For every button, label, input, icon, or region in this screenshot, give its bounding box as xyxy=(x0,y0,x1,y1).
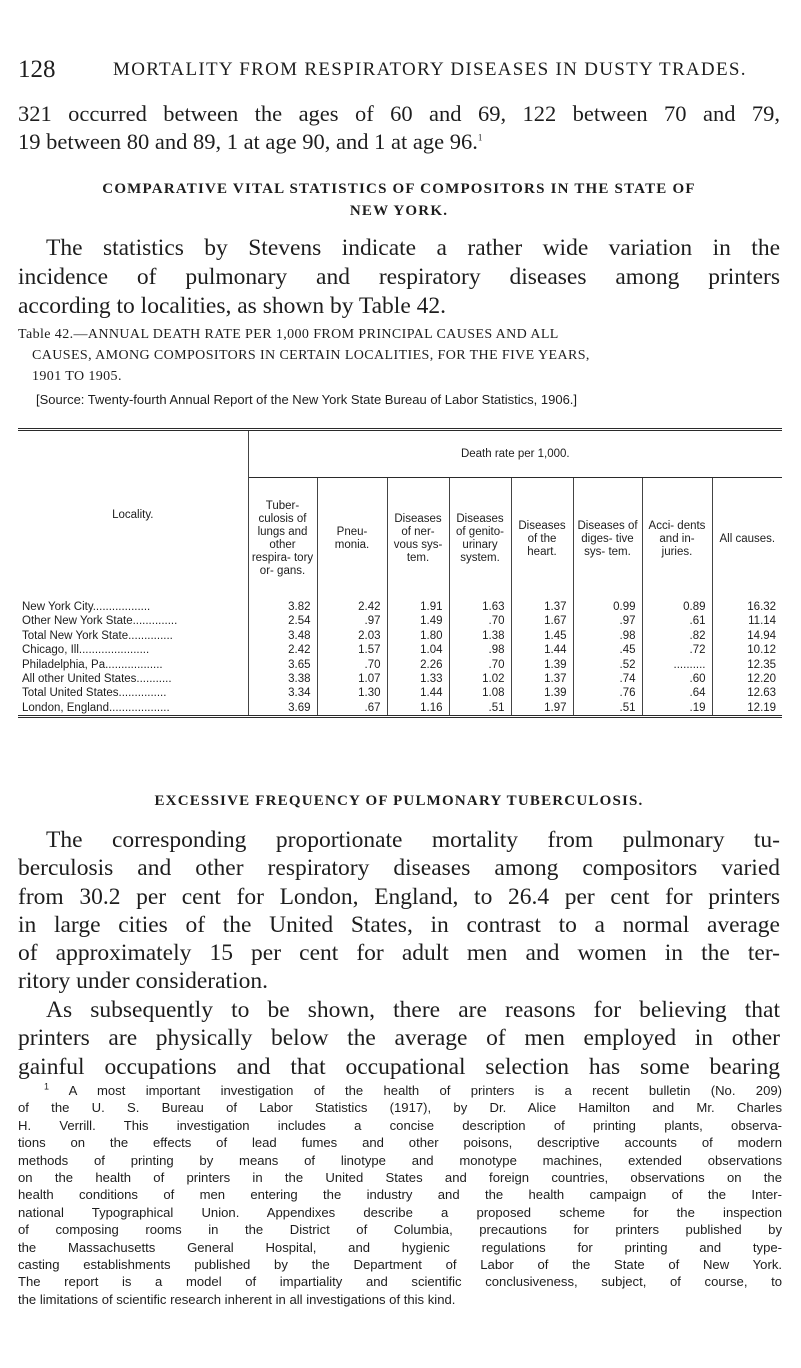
cell-nervous: 1.44 xyxy=(387,686,449,700)
cell-digestive: .97 xyxy=(573,614,642,628)
column-group-header: Death rate per 1,000. xyxy=(248,430,782,478)
table-row xyxy=(18,600,782,614)
cell-all-causes: 11.14 xyxy=(712,614,782,628)
cell-heart: 1.39 xyxy=(511,686,573,700)
table-group-header-row xyxy=(18,430,782,478)
footnote-line: casting establishments published by the Department of Labor of the State of New York. xyxy=(18,1257,782,1273)
cell-pneumonia: .70 xyxy=(317,658,387,672)
paragraph-line: of approximately 15 per cent for adult men and women in the ter- xyxy=(18,940,780,967)
cell-tuberculosis: 3.82 xyxy=(248,600,317,614)
section2-paragraph-1 xyxy=(18,826,780,996)
cell-nervous: 1.33 xyxy=(387,672,449,686)
cell-pneumonia: 2.42 xyxy=(317,600,387,614)
intro-paragraph xyxy=(18,100,780,156)
cell-tuberculosis: 3.69 xyxy=(248,701,317,717)
paragraph-line: gainful occupations and that occupational selection has some bearing xyxy=(18,1053,780,1080)
cell-nervous: 1.80 xyxy=(387,629,449,643)
footnote-line: H. Verrill. This investigation includes a concise description of printing plants, observa- xyxy=(18,1117,782,1133)
paragraph-line: The statistics by Stevens indicate a rather wide variation in the xyxy=(46,235,780,261)
cell-pneumonia: 1.57 xyxy=(317,643,387,657)
cell-accidents: .82 xyxy=(642,629,712,643)
cell-nervous: 1.91 xyxy=(387,600,449,614)
cell-all-causes: 12.20 xyxy=(712,672,782,686)
paragraph-line: berculosis and other respiratory diseases among compositors varied xyxy=(18,855,780,882)
cell-heart: 1.67 xyxy=(511,614,573,628)
death-rate-table xyxy=(18,428,782,718)
cell-all-causes: 12.63 xyxy=(712,686,782,700)
paragraph-line: ritory under consideration. xyxy=(18,968,268,995)
cell-accidents: .61 xyxy=(642,614,712,628)
column-header-locality: Locality. xyxy=(18,430,248,601)
footnote-line: national Typographical Union. Appendixes describe a proposed scheme for the inspection xyxy=(18,1204,782,1220)
cell-accidents: .......... xyxy=(642,658,712,672)
cell-genitourinary: 1.08 xyxy=(449,686,511,700)
page-number: 128 xyxy=(18,56,56,83)
running-title: MORTALITY FROM RESPIRATORY DISEASES IN DUSTY TRADES. xyxy=(113,59,747,80)
cell-locality: New York City.................. xyxy=(22,601,151,613)
cell-locality: Chicago, Ill...................... xyxy=(22,644,150,657)
column-header-genitourinary: Diseases of genito- urinary system. xyxy=(449,478,511,601)
cell-accidents: .60 xyxy=(642,672,712,686)
running-head xyxy=(18,56,768,86)
cell-genitourinary: 1.38 xyxy=(449,629,511,643)
cell-heart: 1.37 xyxy=(511,672,573,686)
cell-pneumonia: 2.03 xyxy=(317,629,387,643)
footnote-line: $^1$ A most important investigation of the health of printers is a recent bulletin (No. 209) xyxy=(44,1081,782,1098)
intro-line-end: 19 between 80 and 89, 1 at age 90, and 1 at age 96.$^1$ xyxy=(18,129,483,154)
cell-all-causes: 12.19 xyxy=(712,701,782,717)
cell-nervous: 1.16 xyxy=(387,701,449,717)
cell-tuberculosis: 3.65 xyxy=(248,658,317,672)
table-row xyxy=(18,614,782,628)
cell-tuberculosis: 2.54 xyxy=(248,614,317,628)
cell-nervous: 2.26 xyxy=(387,658,449,672)
cell-all-causes: 16.32 xyxy=(712,600,782,614)
cell-tuberculosis: 3.48 xyxy=(248,629,317,643)
cell-pneumonia: .67 xyxy=(317,701,387,717)
table-row xyxy=(18,686,782,700)
footnote-line: the limitations of scientific research inherent in all investigations of this kind. xyxy=(18,1291,456,1307)
cell-locality: Total United States............... xyxy=(22,687,167,700)
cell-digestive: .98 xyxy=(573,629,642,643)
footnote xyxy=(18,1082,782,1308)
cell-accidents: .64 xyxy=(642,686,712,700)
section-heading-excessive-frequency: EXCESSIVE FREQUENCY OF PULMONARY TUBERCULOSIS. xyxy=(154,793,644,809)
paragraph-line: As subsequently to be shown, there are reasons for believing that xyxy=(46,997,780,1023)
cell-genitourinary: 1.02 xyxy=(449,672,511,686)
paragraph-line: in large cities of the United States, in contrast to a normal average xyxy=(18,911,780,938)
cell-genitourinary: .70 xyxy=(449,658,511,672)
column-header-all-causes: All causes. xyxy=(712,478,782,601)
footnote-line: methods of printing by means of linotype and monotype machines, extended observations xyxy=(18,1152,782,1168)
footnote-line: the Massachusetts General Hospital, and hygienic regulations for printing and type- xyxy=(18,1239,782,1255)
cell-heart: 1.39 xyxy=(511,658,573,672)
column-header-pneumonia: Pneu- monia. xyxy=(317,478,387,601)
footnote-reference: 1 xyxy=(477,132,483,143)
table-row xyxy=(18,629,782,643)
paragraph-line: printers are physically below the average of men employed in other xyxy=(18,1025,780,1052)
cell-heart: 1.37 xyxy=(511,600,573,614)
cell-heart: 1.44 xyxy=(511,643,573,657)
cell-locality: Total New York State.............. xyxy=(22,629,173,642)
table-row xyxy=(18,643,782,657)
cell-all-causes: 12.35 xyxy=(712,658,782,672)
footnote-line: of composing rooms in the District of Columbia, precautions for printers published by xyxy=(18,1222,782,1238)
cell-accidents: .72 xyxy=(642,643,712,657)
paragraph-line: The corresponding proportionate mortality from pulmonary tu- xyxy=(46,827,780,853)
table-row xyxy=(18,658,782,672)
cell-digestive: .52 xyxy=(573,658,642,672)
footnote-line: of the U. S. Bureau of Labor Statistics (1917), by Dr. Alice Hamilton and Mr. Charles xyxy=(18,1100,782,1116)
cell-accidents: 0.89 xyxy=(642,600,712,614)
cell-genitourinary: .51 xyxy=(449,701,511,717)
cell-all-causes: 10.12 xyxy=(712,643,782,657)
cell-locality: Other New York State.............. xyxy=(22,615,178,628)
table-row xyxy=(18,672,782,686)
footnote-marker: 1 xyxy=(44,1081,50,1092)
paragraph-line: incidence of pulmonary and respiratory diseases among printers xyxy=(18,264,780,290)
cell-digestive: .76 xyxy=(573,686,642,700)
cell-tuberculosis: 3.38 xyxy=(248,672,317,686)
paragraph-line: from 30.2 per cent for London, England, to 26.4 per cent for printers xyxy=(18,883,780,910)
cell-genitourinary: .98 xyxy=(449,643,511,657)
cell-locality: Philadelphia, Pa.................. xyxy=(22,658,163,671)
cell-heart: 1.45 xyxy=(511,629,573,643)
table-row xyxy=(18,701,782,717)
column-header-heart: Diseases of the heart. xyxy=(511,478,573,601)
cell-digestive: .51 xyxy=(573,701,642,717)
section2-paragraph-2 xyxy=(18,996,780,1081)
cell-genitourinary: .70 xyxy=(449,614,511,628)
table-caption: Table 42.—ANNUAL DEATH RATE PER 1,000 FROM PRINCIPAL CAUSES AND ALL CAUSES, AMONG COMPOSITORS IN CERTAIN LOCALITIES, FOR THE FIVE YEARS, 1901 TO 1905. xyxy=(18,327,590,384)
cell-digestive: .74 xyxy=(573,672,642,686)
table-source-note: [Source: Twenty-fourth Annual Report of the New York State Bureau of Labor Statistics, 1906.] xyxy=(36,392,578,407)
footnote-line: tions on the effects of lead fumes and other poisons, descriptive accounts of modern xyxy=(18,1135,782,1151)
cell-digestive: 0.99 xyxy=(573,600,642,614)
cell-pneumonia: .97 xyxy=(317,614,387,628)
paragraph-line: according to localities, as shown by Table 42. xyxy=(18,293,447,319)
column-header-tuberculosis: Tuber- culosis of lungs and other respira- tory or- gans. xyxy=(248,478,317,601)
column-header-nervous: Diseases of ner- vous sys- tem. xyxy=(387,478,449,601)
cell-tuberculosis: 2.42 xyxy=(248,643,317,657)
footnote-line: The report is a model of impartiality and scientific conclusiveness, subject, of course, to xyxy=(18,1274,782,1290)
cell-locality: All other United States........... xyxy=(22,673,172,686)
cell-nervous: 1.04 xyxy=(387,643,449,657)
cell-nervous: 1.49 xyxy=(387,614,449,628)
cell-accidents: .19 xyxy=(642,701,712,717)
section-heading-comparative-vital-statistics: COMPARATIVE VITAL STATISTICS OF COMPOSITORS IN THE STATE OF NEW YORK. xyxy=(102,181,696,219)
cell-pneumonia: 1.07 xyxy=(317,672,387,686)
cell-pneumonia: 1.30 xyxy=(317,686,387,700)
cell-tuberculosis: 3.34 xyxy=(248,686,317,700)
cell-genitourinary: 1.63 xyxy=(449,600,511,614)
cell-locality: London, England................... xyxy=(22,701,170,714)
column-header-digestive: Diseases of diges- tive sys- tem. xyxy=(573,478,642,601)
column-header-accidents: Acci- dents and in- juries. xyxy=(642,478,712,601)
cell-digestive: .45 xyxy=(573,643,642,657)
footnote-line: on the health of printers in the United States and foreign countries, observations on the xyxy=(18,1170,782,1186)
section1-paragraph xyxy=(18,234,780,321)
cell-heart: 1.97 xyxy=(511,701,573,717)
intro-line: 321 occurred between the ages of 60 and 69, 122 between 70 and 79, xyxy=(18,101,780,126)
footnote-line: health conditions of men entering the industry and the health campaign of the Inter- xyxy=(18,1187,782,1203)
cell-all-causes: 14.94 xyxy=(712,629,782,643)
